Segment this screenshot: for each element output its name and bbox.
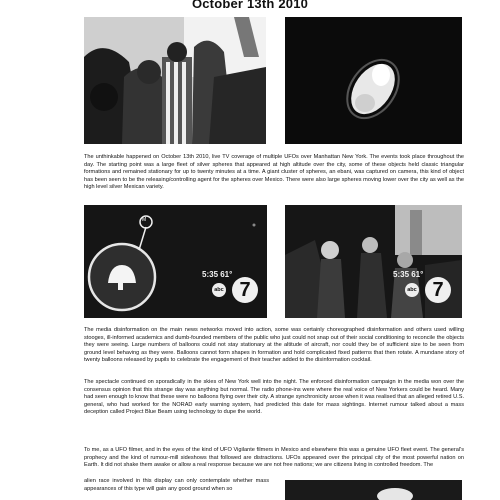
page-title: October 13th 2010 [191, 0, 309, 11]
paragraph-2: The media disinformation on the main news networks moved into action, some was certainly choreographed disinformation and others used willing stooges, ill-informed academics and dumb-founded members of the public who just could not snap out of their social conditioning to reconcile the objects they were seeing. Large numbers of balloons could not stay stationary at the altitude of aircraft, nor could they be of sufficient size to be seen from ground level behaving as they were. Balloons cannot form shapes in formation and hold complicated fixed patterns that then rotate. A mundane story of twenty balloons released by pupils to celebrate the engagement of their teacher added to the disinformation cocktail. [84, 327, 464, 364]
photo-tv-still-sphere [84, 205, 267, 318]
photo-tv-still-crowd [285, 205, 462, 318]
sphere-cluster-illustration [285, 17, 462, 144]
paragraph-3: The spectacle continued on sporadically in the skies of New York well into the night. The enforced disinformation campaign in the media won over the consensus opinion that this strange day was anything but normal. The radio phone-ins were where the real voice of New Yorkers could be heard. Many had seen enough to know that these were no balloons flying over their city. A strange synchronicity arose when it was realised that an alleged retired U.S. general, who had worked for the NORAD early warning system, had predicted this date for mass sightings. Internet rumour talked about a mass deception called Project Blue Beam using technology to dupe the world. [84, 379, 464, 416]
crowd-illustration [84, 17, 266, 144]
tv-time-temp: 5:35 61° [202, 270, 233, 279]
bottom-photo-illustration [285, 480, 462, 500]
channel-seven-logo-2: 7 [425, 277, 451, 303]
paragraph-1: The unthinkable happened on October 13th 2010, live TV coverage of multiple UFOs over Manhattan New York. The events took place throughout the day. The starting point was a large fleet of silver spheres that appeared at high altitude over the city, some of these objects held classic triangular formations and remained stationary for up to twenty minutes at a time. A giant cluster of spheres, an ebani, was captured on camera, this kind of object has been seen to be the releasing/controlling agent for the spheres over Mexico. There were also large spheres moving lower over the city as well as the high level silver Mexican variety. [84, 154, 464, 191]
abc-logo-circle: abc [212, 283, 226, 297]
tv-marker-label: M [142, 217, 147, 223]
paragraph-4: To me, as a UFO filmer, and in the eyes of the kind of UFO Vigilante filmers in Mexico and elsewhere this was a genuine UFO fleet event. The general's prophecy and the kind of rumour-mill sideshows that followed are distractions. UFOs appeared over the principal city of the most powerful nation on Earth. It did not shake them awake or allow a real response because we are not free nations; we are citizens living in controlled freedom. The [84, 447, 464, 469]
tv-time-temp-2: 5:35 61° [393, 270, 424, 279]
photo-crowd-street [84, 17, 266, 144]
abc-logo-circle-2: abc [405, 283, 419, 297]
channel-seven-logo: 7 [232, 277, 258, 303]
paragraph-5: alien race involved in this display can only contemplate whether mass appearances of this type will gain any good ground when so [84, 478, 269, 492]
photo-bottom-partial [285, 480, 462, 500]
photo-sphere-cluster [285, 17, 462, 144]
